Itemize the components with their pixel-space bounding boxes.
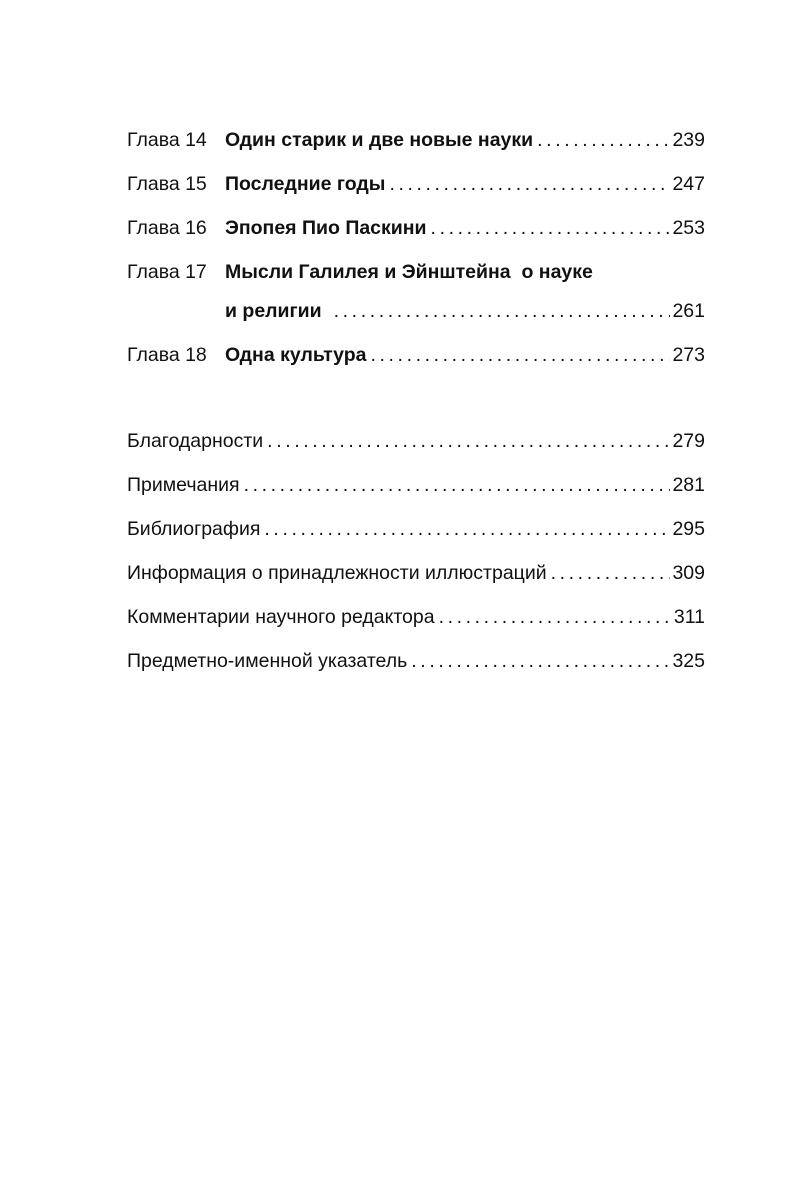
chapter-label: Глава 14 [127,129,207,151]
chapter-title: Мысли Галилея и Эйнштейна о науке [225,261,593,283]
page-number: 247 [672,173,705,195]
dot-leader [371,339,671,371]
dot-leader [334,295,671,327]
toc-entry-chapter-18 [127,339,705,383]
dot-leader [411,645,670,677]
toc-entry-chapter-17-line-2 [127,295,705,339]
toc-entry-chapter-14 [127,124,705,168]
chapter-label: Глава 18 [127,344,207,366]
toc-entry-chapter-17-line-1 [127,256,705,295]
section-gap [127,383,705,425]
page-number: 261 [672,300,705,322]
chapter-title: Один старик и две новые науки [225,129,534,151]
dot-leader [537,124,670,156]
entry-title: Предметно-именной указатель [127,650,408,672]
toc-entry-acknowledgements [127,425,705,469]
chapter-title: Эпопея Пио Паскини [225,217,427,239]
chapter-title-continued: и религии [225,300,322,322]
page-number: 273 [672,344,705,366]
page-number: 325 [672,650,705,672]
toc-entry-editor-comments [127,601,705,645]
page-number: 239 [672,129,705,151]
toc-entry-chapter-15 [127,168,705,212]
entry-title: Комментарии научного редактора [127,606,435,628]
toc-entry-illustration-credits [127,557,705,601]
dot-leader [439,601,672,633]
chapter-label: Глава 17 [127,261,207,283]
dot-leader [264,513,670,545]
table-of-contents [127,124,705,689]
toc-entry-bibliography [127,513,705,557]
page-number: 279 [672,430,705,452]
dot-leader [244,469,671,501]
chapter-label: Глава 16 [127,217,207,239]
page-number: 295 [672,518,705,540]
dot-leader [267,425,670,457]
toc-entry-index [127,645,705,689]
entry-title: Благодарности [127,430,264,452]
toc-entry-notes [127,469,705,513]
dot-leader [389,168,670,200]
toc-entry-chapter-16 [127,212,705,256]
chapter-label: Глава 15 [127,173,207,195]
chapter-title: Последние годы [225,173,386,195]
page-number: 309 [672,562,705,584]
dot-leader [431,212,671,244]
page-number: 311 [673,606,705,628]
chapter-title: Одна культура [225,344,367,366]
entry-title: Библиография [127,518,261,540]
entry-title: Примечания [127,474,240,496]
dot-leader [551,557,671,589]
entry-title: Информация о принадлежности иллюстраций [127,562,547,584]
page-number: 281 [672,474,705,496]
page-number: 253 [672,217,705,239]
